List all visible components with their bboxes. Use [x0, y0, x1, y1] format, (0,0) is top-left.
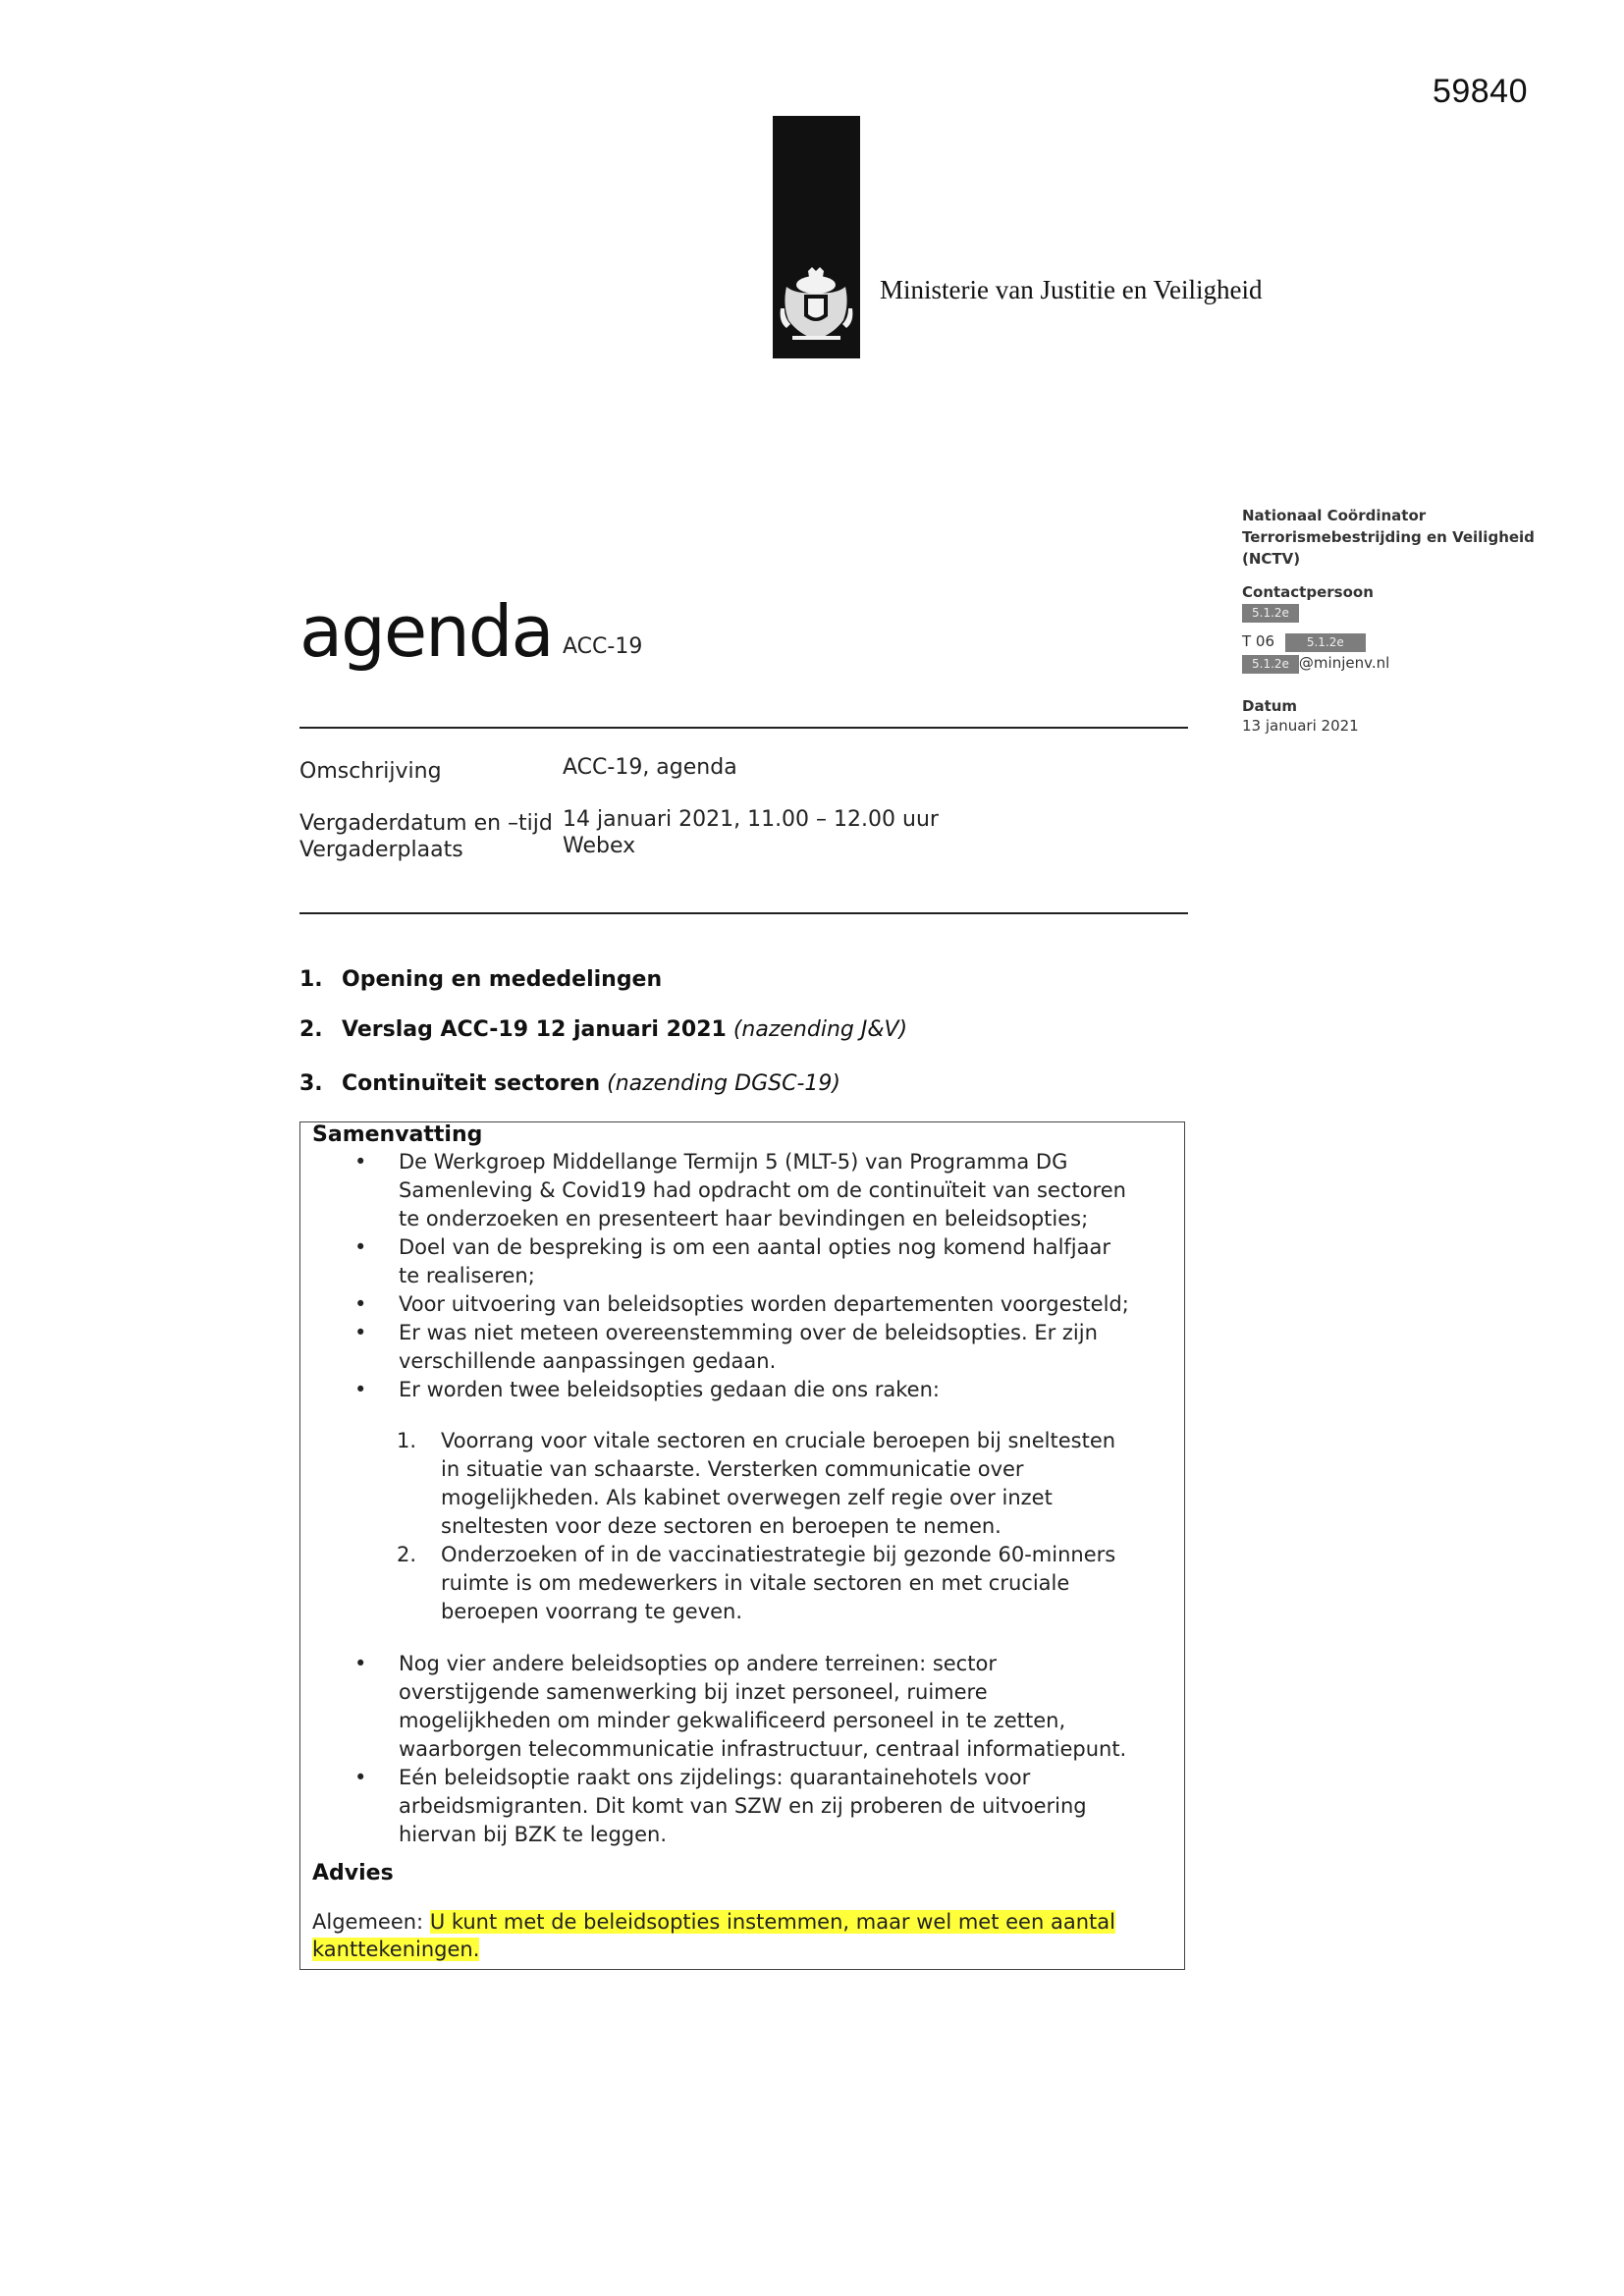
agenda-item — [299, 967, 662, 992]
email-suffix: @minjenv.nl — [1298, 654, 1390, 672]
advies-heading: Advies — [312, 1861, 394, 1886]
list-item: • Er worden twee beleidsopties gedaan die ons raken: — [354, 1376, 1130, 1404]
list-item — [397, 1541, 1128, 1626]
summary-box — [299, 1121, 1185, 1970]
agenda-item-title: Continuïteit sectoren — [342, 1071, 601, 1096]
summary-bullets-top — [354, 1148, 1130, 1404]
summary-heading: Samenvatting — [312, 1122, 483, 1147]
summary-numbered-list — [397, 1427, 1128, 1626]
date-label: Datum — [1242, 697, 1298, 715]
vergaderplaats-value: Webex — [563, 834, 636, 858]
page-title: agenda — [299, 590, 553, 673]
phone-prefix: T 06 — [1242, 632, 1275, 650]
list-item: • De Werkgroep Middellange Termijn 5 (MLT-5) van Programma DG Samenleving & Covid19 had opdracht om de continuïteit van sectoren te onderzoeken en presenteert haar bevindingen en beleidsopties; — [354, 1148, 1130, 1233]
government-logo — [773, 116, 860, 358]
omschrijving-label: Omschrijving — [299, 759, 442, 784]
list-item: • Er was niet meteen overeenstemming over de beleidsopties. Er zijn verschillende aanpassingen gedaan. — [354, 1319, 1130, 1376]
list-item: • Eén beleidsoptie raakt ons zijdelings: quarantainehotels voor arbeidsmigranten. Dit komt van SZW en zij proberen de uitvoering hiervan bij BZK te leggen. — [354, 1764, 1130, 1849]
sidebar — [1242, 505, 1566, 735]
omschrijving-value: ACC-19, agenda — [563, 755, 737, 780]
list-text: Onderzoeken of in de vaccinatiestrategie bij gezonde 60-minners ruimte is om medewerkers in vitale sectoren en met cruciale beroepen voorrang te geven. — [441, 1543, 1116, 1623]
vergaderdatum-label: Vergaderdatum en –tijd — [299, 811, 553, 836]
highlighted-advice: U kunt met de beleidsopties instemmen, maar wel met een aantal kanttekeningen. — [312, 1910, 1115, 1961]
redaction-box: 5.1.2e — [1242, 655, 1299, 674]
list-item: • Doel van de bespreking is om een aantal opties nog komend halfjaar te realiseren; — [354, 1233, 1130, 1290]
royal-crest-icon — [779, 265, 854, 346]
list-text: Voorrang voor vitale sectoren en cruciale beroepen bij sneltesten in situatie van schaarste. Versterken communicatie over mogelijkheden. Als kabinet overwegen zelf regie over inzet sneltesten voor deze sectoren en beroepen te nemen. — [441, 1429, 1116, 1538]
divider — [299, 727, 1188, 729]
agenda-item-title: Opening en mededelingen — [342, 967, 663, 992]
agenda-item — [299, 1017, 907, 1042]
algemeen-advice — [312, 1908, 1176, 1963]
divider — [299, 912, 1188, 914]
document-number: 59840 — [1432, 73, 1528, 110]
agenda-item-number: 2. — [299, 1017, 323, 1042]
vergaderdatum-value: 14 januari 2021, 11.00 – 12.00 uur — [563, 807, 939, 832]
list-number: 1. — [397, 1429, 417, 1452]
redaction-box: 5.1.2e — [1242, 604, 1299, 623]
agenda-item-note: (nazending DGSC-19) — [607, 1071, 840, 1096]
list-item: • Voor uitvoering van beleidsopties worden departementen voorgesteld; — [354, 1290, 1130, 1319]
summary-bullets-bottom — [354, 1650, 1130, 1849]
title-code: ACC-19 — [563, 634, 643, 659]
organisation-name: Nationaal Coördinator Terrorismebestrijding en Veiligheid (NCTV) — [1242, 507, 1535, 568]
agenda-item-note: (nazending J&V) — [732, 1017, 908, 1042]
ministry-name: Ministerie van Justitie en Veiligheid — [880, 275, 1263, 304]
algemeen-label: Algemeen: — [312, 1910, 430, 1934]
redaction-box: 5.1.2e — [1285, 633, 1366, 652]
agenda-item-number: 3. — [299, 1071, 323, 1096]
contact-label: Contactpersoon — [1242, 583, 1374, 601]
agenda-item-title: Verslag ACC-19 12 januari 2021 — [342, 1017, 727, 1042]
list-item — [397, 1427, 1128, 1541]
agenda-item-number: 1. — [299, 967, 323, 992]
vergaderplaats-label: Vergaderplaats — [299, 838, 463, 862]
agenda-item — [299, 1071, 840, 1096]
date-value: 13 januari 2021 — [1242, 717, 1359, 735]
list-number: 2. — [397, 1543, 417, 1566]
list-item: • Nog vier andere beleidsopties op andere terreinen: sector overstijgende samenwerking bij inzet personeel, ruimere mogelijkheden om minder gekwalificeerd personeel in te zetten, waarborgen telecommunicatie infrastructuur, centraal informatiepunt. — [354, 1650, 1130, 1764]
